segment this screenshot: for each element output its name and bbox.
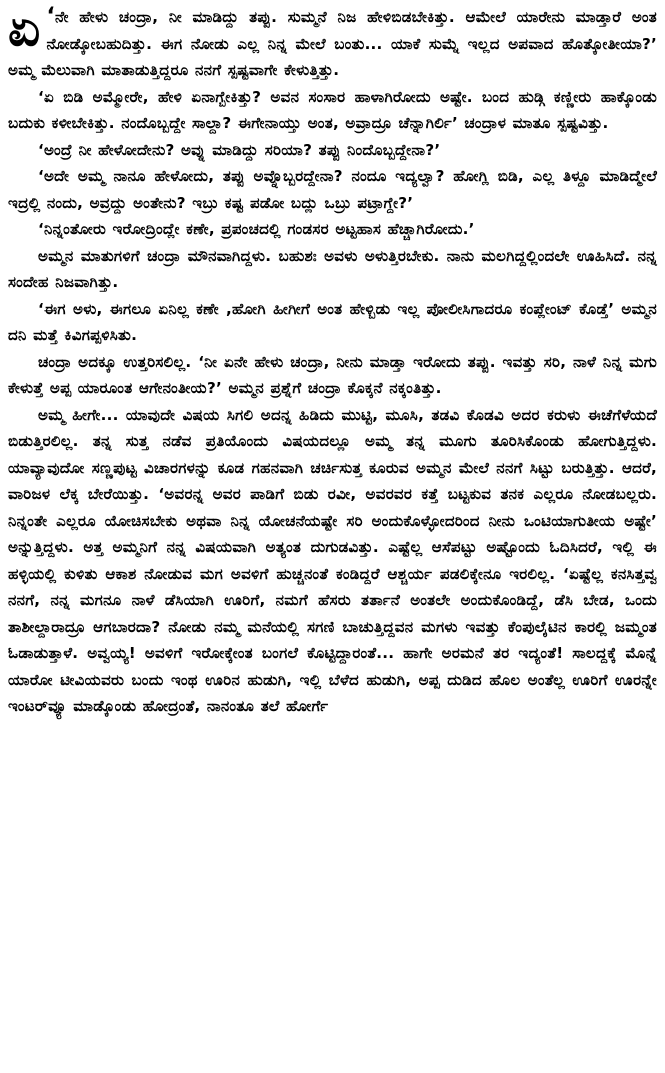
paragraph-9: ಅಮ್ಮ ಹೀಗೇ... ಯಾವುದೇ ವಿಷಯ ಸಿಗಲಿ ಅದನ್ನ ಹಿಡಿದು ಮುಟ್ಟಿ, ಮೂಸಿ, ತಡವಿ ಕೊಡವಿ ಅದರ ಕರುಳು ಈಚೆಗೆಳೆಯದೆ ಬಿಡುತ್ತಿರಲಿಲ್ಲ. ತನ್ನ ಸುತ್ತ ನಡೆವ ಪ್ರತಿಯೊಂದು ವಿಷಯದಲ್ಲೂ ಅಮ್ಮ ತನ್ನ ಮೂಗು ತೂರಿಸಿಕೊಂಡು ಹೋಗುತ್ತಿದ್ದಳು. ಯಾವ್ಯಾವುದೋ ಸಣ್ಣಪುಟ್ಟ ವಿಚಾರಗಳನ್ನು ಕೂಡ ಗಹನವಾಗಿ ಚರ್ಚಿಸುತ್ತ ಕೂರುವ ಅಮ್ಮನ ಮೇಲೆ ನನಗೆ ಸಿಟ್ಟು ಬರುತ್ತಿತ್ತು. ಆದರೆ, ವಾರಿಜಳ ಲೆಕ್ಕ ಬೇರೆಯಿತ್ತು. ‘ಅವರನ್ನ ಅವರ ಪಾಡಿಗೆ ಬಿಡು ರವೀ, ಅವರವರ ಕತ್ತೆ ಬಟ್ಟಕುವ ತನಕ ಎಲ್ಲರೂ ನೋಡಬಲ್ಲರು. ನಿನ್ನಂತೇ ಎಲ್ಲರೂ ಯೋಚಿಸಬೇಕು ಅಥವಾ ನಿನ್ನ ಯೋಚನೆಯಷ್ಟೇ ಸರಿ ಅಂದುಕೊಳ್ಳೋದರಿಂದ ನೀನು ಒಂಟಿಯಾಗುತೀಯ ಅಷ್ಟೇ’ ಅನ್ನುತ್ತಿದ್ದಳು. ಅತ್ತ ಅಮ್ಮನಿಗೆ ನನ್ನ ವಿಷಯವಾಗಿ ಅತ್ಯಂತ ದುಗುಡವಿತ್ತು. ಎಷ್ಟೆಲ್ಲ ಆಸೆಪಟ್ಟು ಅಷ್ಟೊಂದು ಓದಿಸಿದರೆ, ಇಲ್ಲಿ ಈ ಹಳ್ಳಿಯಲ್ಲಿ ಕುಳಿತು ಆಕಾಶ ನೋಡುವ ಮಗ ಅವಳಿಗೆ ಹುಚ್ಚನಂತೆ ಕಂಡಿದ್ದರೆ ಆಶ್ಚರ್ಯ ಪಡಲಿಕ್ಕೇನೂ ಇರಲಿಲ್ಲ. ‘ಏಷ್ಟೆಲ್ಲ ಕನಸಿತ್ತವ್ವ ನನಗೆ, ನನ್ನ ಮಗನೂ ನಾಳೆ ಡೆಸಿಯಾಗಿ ಊರಿಗೆ, ನಮಗೆ ಹೆಸರು ತರ್ತಾನೆ ಅಂತಲೇ ಅಂದುಕೊಂಡಿದ್ದೆ, ಡೆಸಿ ಬೇಡ, ಒಂದು ತಾಶೀಲ್ದಾರಾದ್ರೂ ಆಗಬಾರದಾ? ನೋಡು ನಮ್ಮ ಮನೆಯಲ್ಲಿ ಸಗಣಿ ಬಾಚುತ್ತಿದ್ದವನ ಮಗಳು ಇವತ್ತು ಕೆಂಪುಲೈಟಿನ ಕಾರಲ್ಲಿ ಜಮ್ಮಂತ ಓಡಾಡುತ್ತಾಳೆ. ಅವ್ವಯ್ಯ! ಅವಳಿಗೆ ಇರೋಕ್ಕೇಂತ ಬಂಗಲೆ ಕೊಟ್ಟಿದ್ದಾರಂತೆ... ಹಾಗೇ ಅರಮನೆ ತರ ಇದ್ಯಂತೆ! ಸಾಲದ್ದಕ್ಕೆ ಮೊನ್ನೆ ಯಾರೋ ಟೀವಿಯವರು ಬಂದು ಇಂಥ ಊರಿನ ಹುಡುಗಿ, ಇಲ್ಲಿ ಬೆಳೆದ ಹುಡುಗಿ, ಅಪ್ಪ ದುಡಿದ ಹೊಲ ಅಂತೆಲ್ಲ ಊರಿಗೆ ಊರನ್ನೇ ಇಂಟರ್‌ವ್ಯೂ ಮಾಡ್ಕೊಂಡು ಹೋದ್ರಂತೆ, ನಾನಂತೂ ತಲೆ ಹೋರ್ಗೆ	[8, 405, 657, 715]
paragraph-text: ನೇ ಹೇಳು ಚಂದ್ರಾ, ನೀ ಮಾಡಿದ್ದು ತಪ್ಪು. ಸುಮ್ಮನೆ ನಿಜ ಹೇಳಿಬಿಡಬೇಕಿತ್ತು. ಆಮೇಲೆ ಯಾರೇನು ಮಾಡ್ತಾರೆ ಅಂತ ನೋಡ್ಕೋಬಹುದಿತ್ತು. ಈಗ ನೋಡು ಎಲ್ಲ ನಿನ್ನ ಮೇಲೆ ಬಂತು... ಯಾಕೆ ಸುಮ್ನೆ ಇಲ್ಲದ ಅಪವಾದ ಹೊತ್ಕೋತೀಯಾ?’ ಅಮ್ಮ ಮೆಲುವಾಗಿ ಮಾತಾಡುತ್ತಿದ್ದರೂ ನನಗೆ ಸ್ಪಷ್ಟವಾಗೇ ಕೇಳುತ್ತಿತ್ತು.	[8, 8, 657, 79]
drop-cap: ಏ	[8, 0, 41, 57]
paragraph-8: ಚಂದ್ರಾ ಅದಕ್ಕೂ ಉತ್ತರಿಸಲಿಲ್ಲ. ‘ನೀ ಏನೇ ಹೇಳು ಚಂದ್ರಾ, ನೀನು ಮಾಡ್ತಾ ಇರೋದು ತಪ್ಪು. ಇವತ್ತು ಸರಿ, ನಾಳೆ ನಿನ್ನ ಮಗು ಕೇಳುತ್ತೆ ಅಪ್ಪ ಯಾರೂಂತ ಆಗೇನಂತೀಯ?’ ಅಮ್ಮನ ಪ್ರಶ್ನೆಗೆ ಚಂದ್ರಾ ಕೊಕ್ಕನೆ ನಕ್ಕಂತಿತ್ತು.	[8, 352, 657, 397]
paragraph-5: ‘ನಿನ್ನಂತೋರು ಇರೋದ್ರಿಂದ್ಲೇ ಕಣೇ, ಪ್ರಪಂಚದಲ್ಲಿ ಗಂಡಸರ ಅಟ್ಟಹಾಸ ಹೆಚ್ಚಾಗಿರೋದು.’	[38, 220, 475, 238]
paragraph-4: ‘ಅದೇ ಅಮ್ಮ ನಾನೂ ಹೇಳೋದು, ತಪ್ಪು ಅವ್ನೊಬ್ಬರದ್ದೇನಾ? ನಂದೂ ಇದ್ಯಲ್ವಾ? ಹೋಗ್ಲಿ ಬಿಡಿ, ಎಲ್ಲ ತಿಳ್ದೂ ಮಾಡಿದ್ಮೇಲೆ ಇದ್ರಲ್ಲಿ ನಂದು, ಅವ್ರದ್ದು ಅಂತೇನು? ಇಬ್ರು ಕಷ್ಟ ಪಡೋ ಬದ್ಲು ಒಬ್ರು ಪಟ್ರಾಗ್ದೇ?’	[8, 167, 658, 212]
opening-quote: ‘	[46, 4, 56, 29]
paragraph-1	[8, 0, 657, 84]
paragraph-6: ಅಮ್ಮನ ಮಾತುಗಳಿಗೆ ಚಂದ್ರಾ ಮೌನವಾಗಿದ್ದಳು. ಬಹುಶಃ ಅವಳು ಅಳುತ್ತಿರಬೇಕು. ನಾನು ಮಲಗಿದ್ದಲ್ಲಿಂದಲೇ ಊಹಿಸಿದೆ. ನನ್ನ ಸಂದೇಹ ನಿಜವಾಗಿತ್ತು.	[8, 246, 657, 291]
paragraph-2: ‘ಏ ಬಿಡಿ ಅಮ್ಮೋರೇ, ಹೇಳಿ ಏನಾಗ್ಬೇಕಿತ್ತು? ಅವನ ಸಂಸಾರ ಹಾಳಾಗಿರೋದು ಅಷ್ಟೇ. ಬಂದ ಹುಡ್ಗಿ ಕಣ್ಣೀರು ಹಾಕ್ಕೊಂಡು ಬದುಕು ಕಳೀಬೇಕಿತ್ತು. ನಂದೊಬ್ಬದ್ದೇ ಸಾಲ್ದಾ? ಈಗೇನಾಯ್ತು ಅಂತ, ಅವ್ರಾದ್ರೂ ಚೆನ್ನಾಗಿರ್ಲಿ’ ಚಂದ್ರಾಳ ಮಾತೂ ಸ್ಪಷ್ಟವಿತ್ತು.	[8, 87, 657, 132]
paragraph-7: ‘ಈಗ ಅಳು, ಈಗಲೂ ಏನಿಲ್ಲ ಕಣೇ ,ಹೋಗಿ ಹೀಗೀಗೆ ಅಂತ ಹೇಳ್ಬಿಡು ಇಲ್ಲ ಪೋಲೀಸಿಗಾದರೂ ಕಂಪ್ಲೇಂಟ್ ಕೊಡ್ತೆ’ ಅಮ್ಮನ ದನಿ ಮತ್ತೆ ಕಿವಿಗಪ್ಪಳಿಸಿತು.	[8, 299, 657, 344]
paragraph-3: ‘ಅಂದ್ರೆ ನೀ ಹೇಳೋದೇನು? ಅವ್ನು ಮಾಡಿದ್ದು ಸರಿಯಾ? ತಪ್ಪು ನಿಂದೊಬ್ಬದ್ದೇನಾ?’	[38, 140, 441, 159]
